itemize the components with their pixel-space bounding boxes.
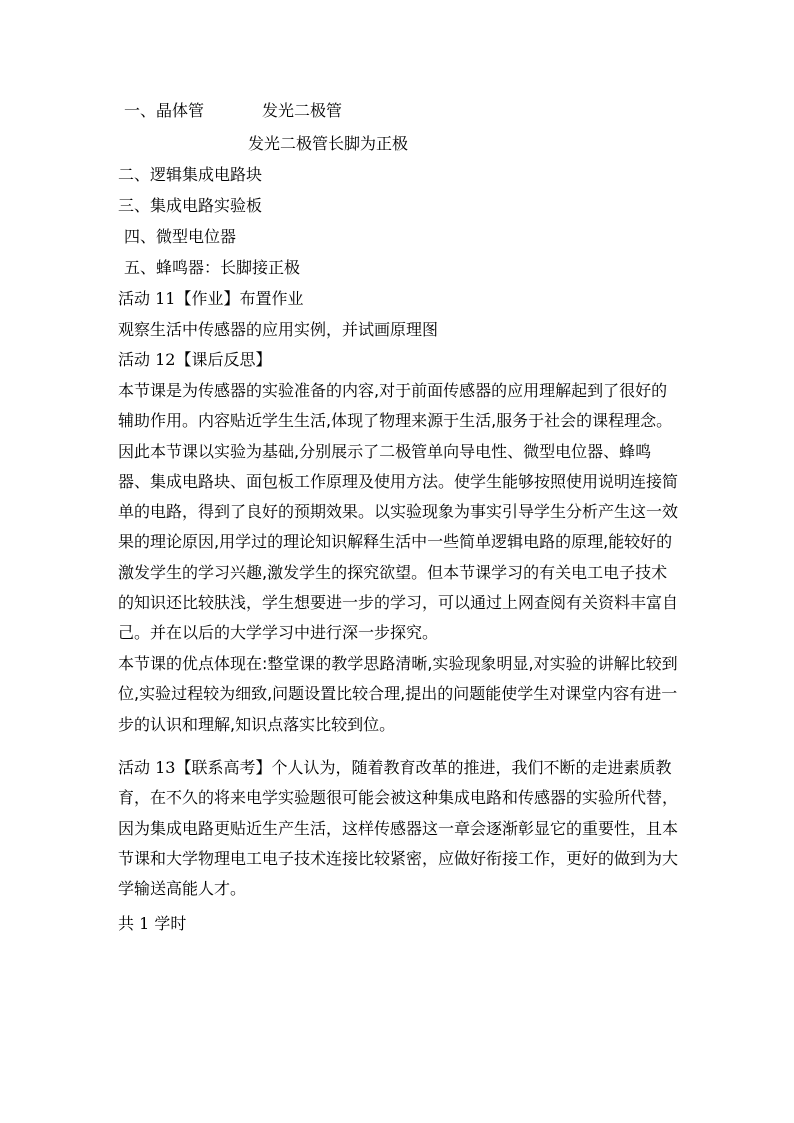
item-1-label: 一、晶体管 (124, 101, 205, 120)
item-4-line: 四、微型电位器 (124, 227, 237, 246)
activity-12-strengths-paragraph: 本节课的优点体现在:整堂课的教学思路清晰,实验现象明显,对实验的讲解比较到位,实验过程较为细致,问题设置比较合理,提出的问题能使学生对课堂内容有进一步的认识和理解,知识点落实比较到位。 (118, 654, 678, 734)
item-1-line (124, 101, 342, 121)
item-3-line: 三、集成电路实验板 (118, 196, 263, 215)
item-2-line: 二、逻辑集成电路块 (118, 165, 263, 184)
total-hours: 共 1 学时 (118, 914, 187, 933)
activity-12-heading: 活动 12【课后反思】 (118, 350, 272, 369)
activity-11-body: 观察生活中传感器的应用实例，并试画原理图 (118, 320, 439, 339)
activity-13-paragraph: 活动 13【联系高考】个人认为，随着教育改革的推进，我们不断的走进素质教育，在不久的将来电学实验题很可能会被这种集成电路和传感器的实验所代替，因为集成电路更贴近生产生活，这样传感器这一章会逐渐彰显它的重要性，且本节课和大学物理电工电子技术连接比较紧密，应做好衔接工作，更好的做到为大学输送高能人才。 (118, 758, 679, 899)
item-5-line: 五、蜂鸣器：长脚接正极 (124, 258, 301, 277)
item-1-led-label: 发光二极管 (262, 101, 343, 120)
activity-12-reflection-paragraph: 本节课是为传感器的实验准备的内容,对于前面传感器的应用理解起到了很好的辅助作用。内容贴近学生生活,体现了物理来源于生活,服务于社会的课程理念。因此本节课以实验为基础,分别展示了二极管单向导电性、微型电位器、蜂鸣器、集成电路块、面包板工作原理及使用方法。使学生能够按照使用说明连接简单的电路，得到了良好的预期效果。以实验现象为事实引导学生分析产生这一效果的理论原因,用学过的理论知识解释生活中一些简单逻辑电路的原理,能较好的激发学生的学习兴趣,激发学生的探究欲望。但本节课学习的有关电工电子技术的知识还比较肤浅，学生想要进一步的学习，可以通过上网查阅有关资料丰富自己。并在以后的大学学习中进行深一步探究。 (118, 381, 679, 643)
activity-11-heading: 活动 11【作业】布置作业 (118, 289, 304, 308)
item-1-sub-line: 发光二极管长脚为正极 (248, 134, 409, 153)
